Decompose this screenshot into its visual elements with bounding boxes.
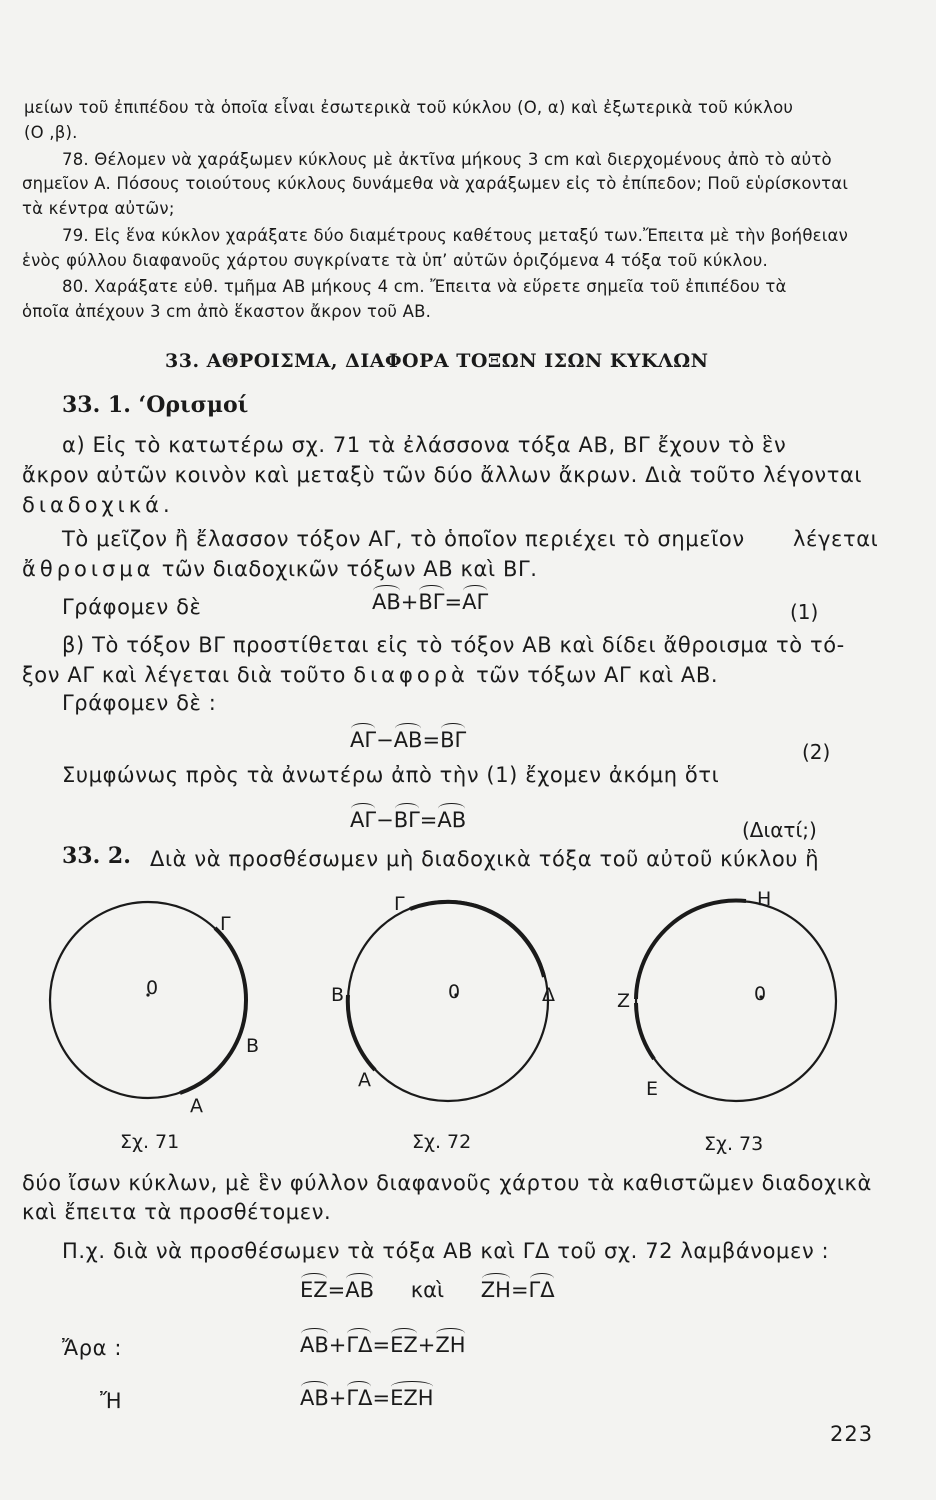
arc-term: ΖΗ — [480, 1278, 511, 1302]
paragraph-line: Τὸ μεῖζον ἢ ἔλασσον τόξον ΑΓ, τὸ ὁποῖον περιέχει τὸ σημεῖον — [62, 527, 745, 551]
point-label-g: Γ — [394, 893, 405, 915]
center-label: 0 — [146, 977, 159, 999]
paragraph-line: Γράφομεν δὲ — [62, 595, 202, 619]
operator: = — [422, 728, 441, 752]
operator: = — [372, 1333, 391, 1357]
text-span: ξον ΑΓ καὶ λέγεται διὰ τοῦτο — [22, 663, 354, 687]
chapter-title: 33. ΑΘΡΟΙΣΜΑ, ΔΙΑΦΟΡΑ ΤΟΞΩΝ ΙΣΩΝ ΚΥΚΛΩΝ — [165, 350, 709, 372]
equation-number: (2) — [802, 740, 831, 764]
paragraph-line: β) Τὸ τόξον ΒΓ προστίθεται εἰς τὸ τόξον ΑΒ καὶ δίδει ἄθροισμα τὸ τό- — [62, 633, 845, 657]
exercise-79: 79. Εἰς ἕνα κύκλον χαράξατε δύο διαμέτρους καθέτους μεταξύ των.Ἔπειτα μὲ τὴν βοήθειαν — [62, 226, 849, 245]
operator: − — [376, 728, 394, 752]
operator: + — [417, 1333, 436, 1357]
equation-6 — [300, 1386, 434, 1410]
point-label-h: Η — [757, 888, 772, 910]
arc-term: ΕΖ — [300, 1278, 328, 1302]
arc-term: ΑΓ — [462, 590, 489, 614]
arc-gd-72 — [410, 902, 544, 977]
emphasis-word: ἄθροισμα — [22, 557, 155, 581]
arc-term: ΑΓ — [350, 808, 377, 832]
section-heading-33-1: 33. 1. ‘Ορισμοί — [62, 392, 249, 418]
arc-term: ΑΓ — [350, 728, 377, 752]
paragraph-line: ἄκρον αὐτῶν κοινὸν καὶ μεταξὺ τῶν δύο ἄλλων ἄκρων. Διὰ τοῦτο λέγονται — [22, 463, 863, 487]
arc-term: ΑΒ — [345, 1278, 375, 1302]
exercise-80: 80. Χαράξατε εὐθ. τμῆμα ΑΒ μήκους 4 cm. Ἔπειτα νὰ εὕρετε σημεῖα τοῦ ἐπιπέδου τὰ — [62, 277, 787, 296]
question-note: (Διατί;) — [742, 818, 817, 842]
operator: = — [327, 1278, 346, 1302]
operator: = — [419, 808, 438, 832]
paragraph-line: Διὰ νὰ προσθέσωμεν μὴ διαδοχικὰ τόξα τοῦ αὐτοῦ κύκλου ἢ — [150, 847, 820, 871]
arc-term: ΑΒ — [437, 808, 467, 832]
operator: + — [400, 590, 419, 614]
operator: = — [444, 590, 463, 614]
arc-term: ΕΖ — [390, 1333, 418, 1357]
operator: = — [510, 1278, 529, 1302]
arc-zh-73 — [636, 900, 746, 999]
equation-3 — [350, 808, 466, 832]
point-label-z: Ζ — [617, 990, 631, 1012]
point-label-e: Ε — [646, 1078, 659, 1100]
emphasis-word: διαφορὰ — [353, 663, 469, 687]
paragraph-line-end: λέγεται — [793, 527, 879, 551]
figure-71 — [30, 895, 270, 1120]
center-label: 0 — [448, 981, 461, 1003]
paragraph-line-emphasis: διαδοχικά. — [22, 493, 174, 517]
equation-4 — [300, 1278, 555, 1302]
equation-number: (1) — [790, 600, 819, 624]
equation-5 — [300, 1333, 466, 1357]
equation-1 — [372, 590, 488, 614]
arc-term: ΒΓ — [393, 808, 420, 832]
operator: = — [372, 1386, 391, 1410]
or-label: Ἤ — [100, 1389, 123, 1413]
point-label-b: Β — [331, 984, 345, 1006]
paragraph-line: Π.χ. διὰ νὰ προσθέσωμεν τὰ τόξα ΑΒ καὶ ΓΔ τοῦ σχ. 72 λαμβάνομεν : — [62, 1239, 830, 1263]
paragraph-line: α) Εἰς τὸ κατωτέρω σχ. 71 τὰ ἐλάσσονα τόξα ΑΒ, ΒΓ ἔχουν τὸ ἓν — [62, 433, 787, 457]
arc-term: ΒΓ — [418, 590, 445, 614]
equation-2 — [350, 728, 466, 752]
arc-term: ΓΔ — [346, 1386, 373, 1410]
arc-ab-bg-71 — [180, 928, 246, 1093]
arc-term: ΓΔ — [346, 1333, 373, 1357]
point-label-d: Δ — [542, 984, 556, 1006]
point-label-a: Α — [358, 1069, 372, 1091]
section-heading-33-2: 33. 2. — [62, 843, 131, 869]
arc-ab-72 — [348, 995, 375, 1070]
paragraph-line: καὶ ἔπειτα τὰ προσθέτομεν. — [22, 1200, 332, 1224]
page-number: 223 — [830, 1422, 874, 1446]
arc-term: ΓΔ — [528, 1278, 555, 1302]
arc-term: ΑΒ — [300, 1333, 329, 1357]
text-span: τῶν τόξων ΑΓ καὶ ΑΒ. — [468, 663, 719, 687]
figure-caption-71: Σχ. 71 — [120, 1131, 180, 1153]
exercise-text-line: (Ο ,β). — [24, 123, 78, 142]
figure-caption-72: Σχ. 72 — [412, 1131, 472, 1153]
arc-term: ΕΖΗ — [390, 1386, 434, 1410]
text-span: τῶν διαδοχικῶν τόξων ΑΒ καὶ ΒΓ. — [154, 557, 538, 581]
paragraph-line — [22, 554, 538, 584]
therefore-label: Ἄρα : — [62, 1336, 123, 1360]
paragraph-line: Γράφομεν δὲ : — [62, 691, 217, 715]
exercise-78-cont: σημεῖον Α. Πόσους τοιούτους κύκλους δυνάμεθα νὰ χαράξωμεν εἰς τὸ ἐπίπεδον; Ποῦ εὑρίσκονται — [22, 174, 849, 193]
conjunction: καὶ — [410, 1278, 445, 1302]
paragraph-line — [22, 660, 718, 690]
exercise-80-cont: ὁποῖα ἀπέχουν 3 cm ἀπὸ ἕκαστον ἄκρον τοῦ ΑΒ. — [22, 302, 432, 321]
point-label-a: Α — [190, 1095, 204, 1117]
operator: + — [328, 1333, 347, 1357]
arc-term: ΑΒ — [300, 1386, 329, 1410]
figure-caption-73: Σχ. 73 — [704, 1133, 764, 1155]
arc-term: ΑΒ — [393, 728, 423, 752]
operator: − — [376, 808, 394, 832]
arc-ez-73 — [636, 1003, 654, 1059]
exercise-79-cont: ἑνὸς φύλλου διαφανοῦς χάρτου συγκρίνατε τὰ ὑπ’ αὐτῶν ὁριζόμενα 4 τόξα τοῦ κύκλου. — [22, 251, 768, 270]
point-label-b: Β — [246, 1035, 260, 1057]
center-label: 0 — [754, 983, 767, 1005]
paragraph-line: δύο ἴσων κύκλων, μὲ ἓν φύλλον διαφανοῦς χάρτου τὰ καθιστῶμεν διαδοχικὰ — [22, 1171, 872, 1195]
arc-term: ΑΒ — [372, 590, 401, 614]
exercise-78-cont: τὰ κέντρα αὐτῶν; — [22, 199, 175, 218]
point-label-g: Γ — [220, 913, 231, 935]
exercise-78: 78. Θέλομεν νὰ χαράξωμεν κύκλους μὲ ἀκτῖνα μήκους 3 cm καὶ διερχομένους ἀπὸ τὸ αὐτὸ — [62, 150, 832, 169]
paragraph-line: Συμφώνως πρὸς τὰ ἀνωτέρω ἀπὸ τὴν (1) ἔχομεν ἀκόμη ὅτι — [62, 763, 720, 787]
arc-term: ΒΓ — [440, 728, 467, 752]
exercise-text-line: μείων τοῦ ἐπιπέδου τὰ ὁποῖα εἶναι ἐσωτερικὰ τοῦ κύκλου (Ο, α) καὶ ἐξωτερικὰ τοῦ κύκλου — [24, 98, 794, 117]
operator: + — [328, 1386, 347, 1410]
arc-term: ΖΗ — [435, 1333, 466, 1357]
